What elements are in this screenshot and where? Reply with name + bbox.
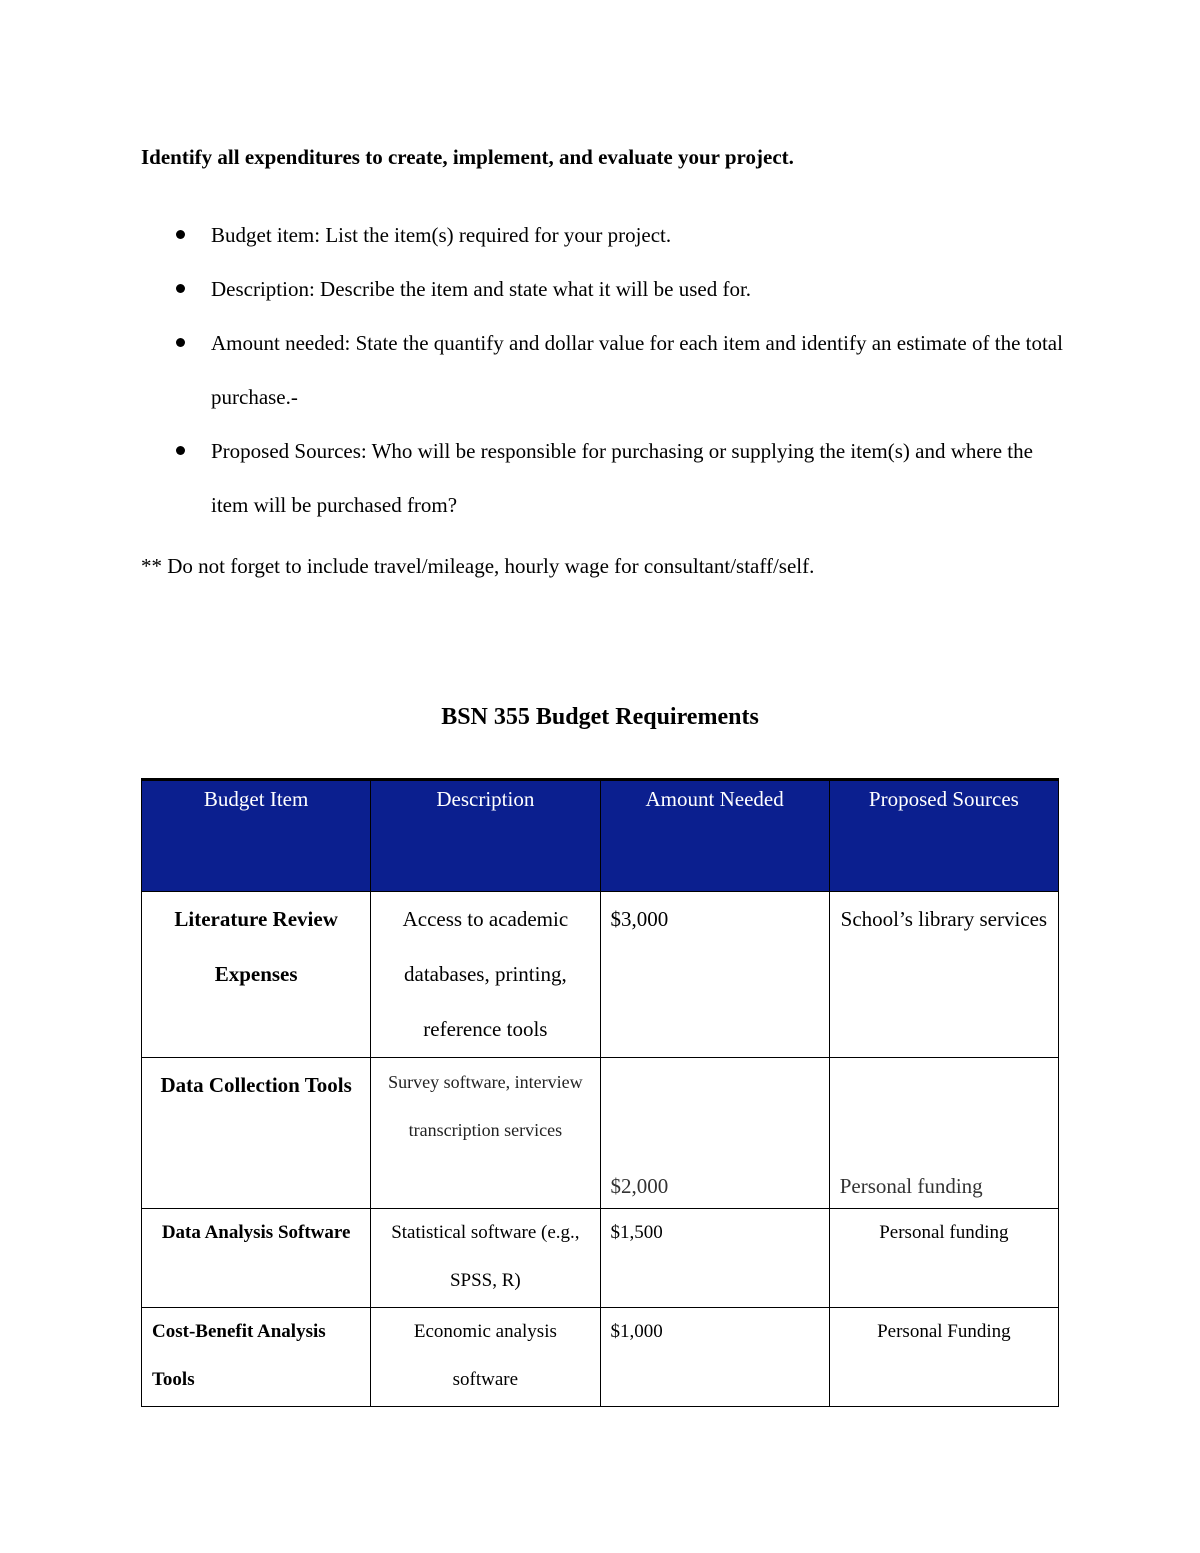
list-item-text: Description: Describe the item and state what it will be used for. (211, 277, 752, 301)
list-item (141, 424, 1071, 532)
header-proposed-sources: Proposed Sources (829, 780, 1058, 892)
table-row (142, 1058, 1059, 1209)
table-header-row (142, 780, 1059, 892)
list-item-text: Proposed Sources: Who will be responsible for purchasing or supplying the item(s) and where the item will be purchased from? (211, 439, 1033, 517)
list-item (141, 208, 1071, 262)
header-budget-item: Budget Item (142, 780, 371, 892)
cell-budget-item: Data Collection Tools (142, 1058, 371, 1209)
cell-amount: $2,000 (600, 1058, 829, 1209)
cell-budget-item: Cost-Benefit Analysis Tools (142, 1308, 371, 1407)
list-item-text: Budget item: List the item(s) required for your project. (211, 223, 672, 247)
cell-source: Personal Funding (829, 1308, 1058, 1407)
reminder-note: ** Do not forget to include travel/mileage, hourly wage for consultant/staff/self. (141, 554, 815, 578)
list-item-text: Amount needed: State the quantify and dollar value for each item and identify an estimate of the total purchase.- (211, 331, 1063, 409)
table-row (142, 1308, 1059, 1407)
bullet-icon (176, 230, 185, 239)
cell-description: Statistical software (e.g., SPSS, R) (371, 1209, 600, 1308)
cell-amount: $1,000 (600, 1308, 829, 1407)
bullet-icon (176, 446, 185, 455)
cell-source: Personal funding (829, 1058, 1058, 1209)
cell-description: Access to academic databases, printing, reference tools (371, 892, 600, 1058)
table-title: BSN 355 Budget Requirements (441, 704, 759, 730)
table-row (142, 892, 1059, 1058)
list-item (141, 262, 1071, 316)
cell-description: Economic analysis software (371, 1308, 600, 1407)
bullet-icon (176, 284, 185, 293)
table-row (142, 1209, 1059, 1308)
instruction-list (141, 208, 1071, 532)
budget-table (141, 778, 1059, 1407)
bullet-icon (176, 338, 185, 347)
list-item (141, 316, 1071, 424)
cell-source: Personal funding (829, 1209, 1058, 1308)
cell-amount: $3,000 (600, 892, 829, 1058)
cell-source: School’s library services (829, 892, 1058, 1058)
page-heading: Identify all expenditures to create, implement, and evaluate your project. (141, 145, 794, 169)
cell-budget-item: Data Analysis Software (142, 1209, 371, 1308)
cell-amount: $1,500 (600, 1209, 829, 1308)
cell-description: Survey software, interview transcription services (371, 1058, 600, 1209)
cell-budget-item: Literature Review Expenses (142, 892, 371, 1058)
header-description: Description (371, 780, 600, 892)
header-amount-needed: Amount Needed (600, 780, 829, 892)
